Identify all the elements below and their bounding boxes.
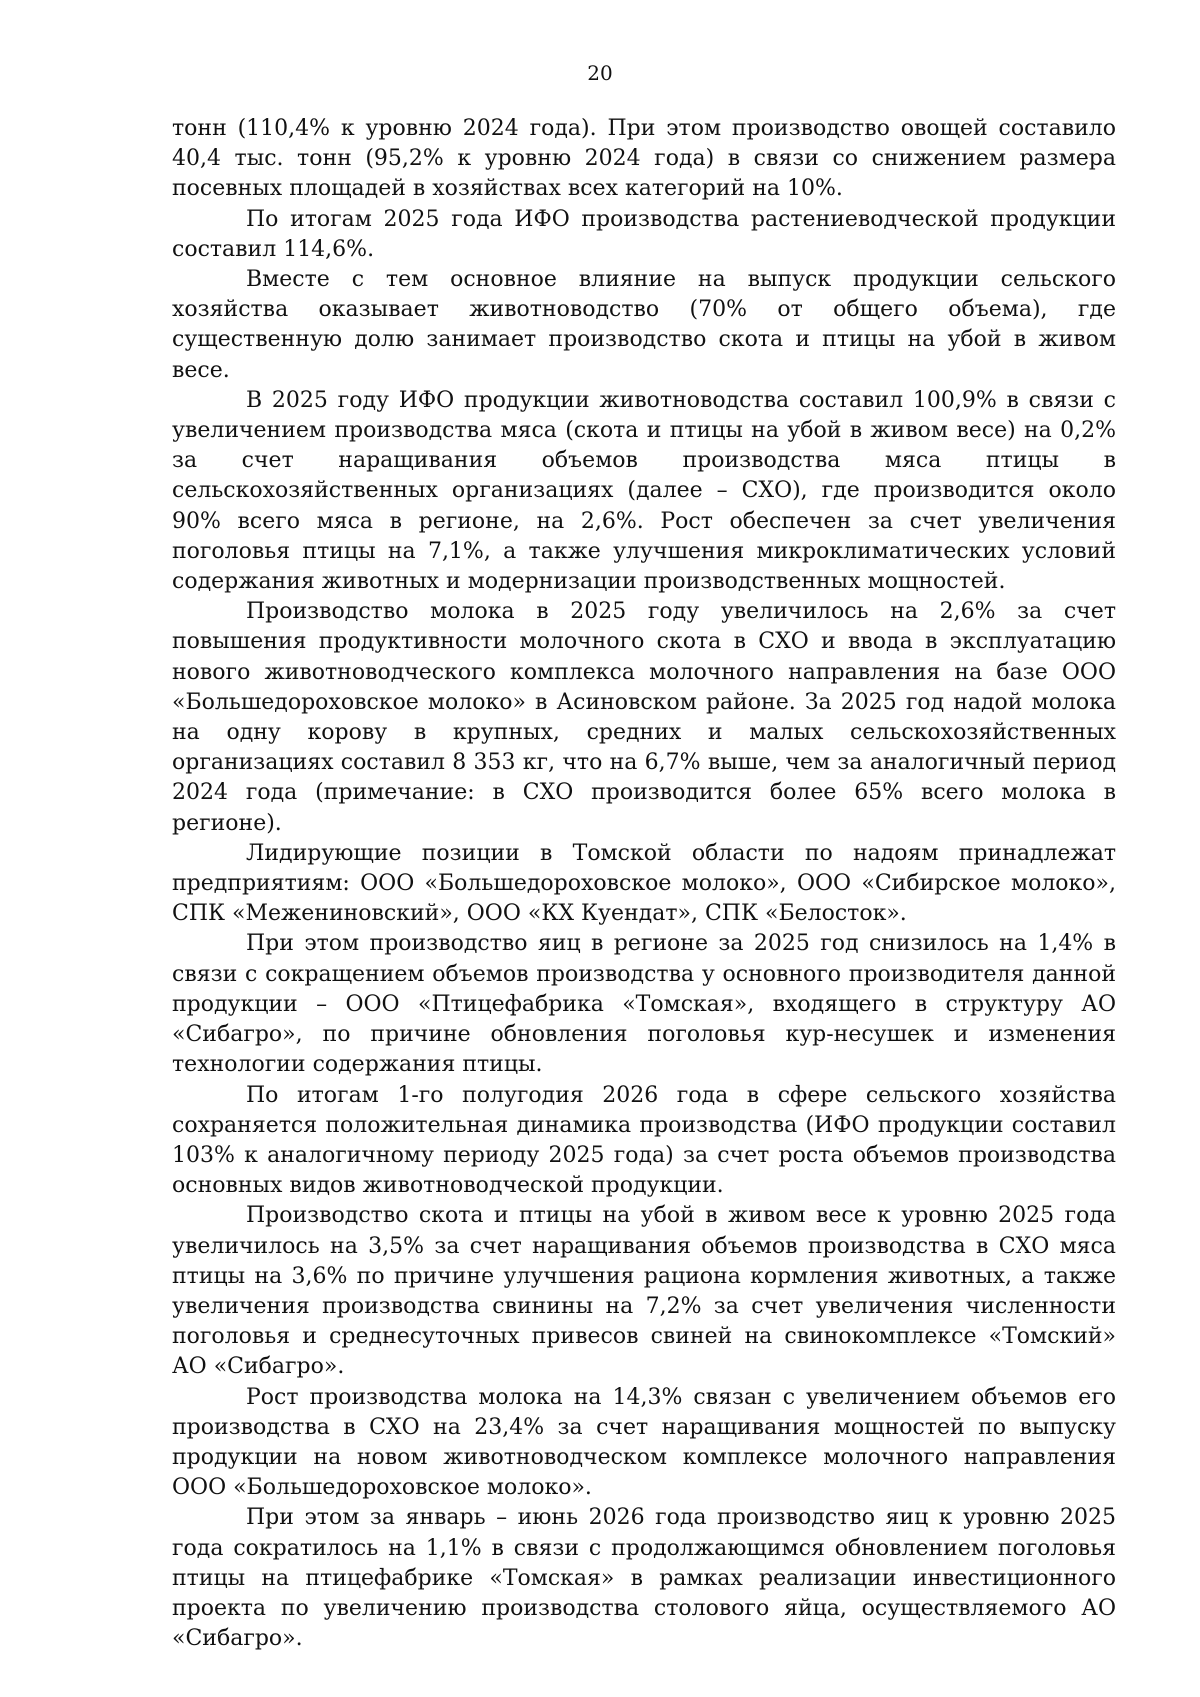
paragraph: Производство скота и птицы на убой в живом весе к уровню 2025 года увеличилось на 3,5% за счет наращивания объемов производства в СХО мяса птицы на 3,6% по причине улучшения рациона кормления животных, а также увеличения производства свинины на 7,2% за счет увеличения численности поголовья и среднесуточных привесов свиней на свинокомплексе «Томский» АО «Сибагро». (172, 1203, 1116, 1380)
paragraph: Производство молока в 2025 году увеличилось на 2,6% за счет повышения продуктивности молочного скота в СХО и ввода в эксплуатацию нового животноводческого комплекса молочного направления на базе ООО «Большедороховское молоко» в Асиновском районе. За 2025 год надой молока на одну корову в крупных, средних и малых сельскохозяйственных организациях составил 8 353 кг, что на 6,7% выше, чем за аналогичный период 2024 года (примечание: в СХО производится более 65% всего молока в регионе). (172, 599, 1116, 836)
paragraph: Лидирующие позиции в Томской области по надоям принадлежат предприятиям: ООО «Большедороховское молоко», ООО «Сибирское молоко», СПК «Межениновский», ООО «КХ Куендат», СПК «Белосток». (172, 840, 1116, 927)
paragraph: При этом производство яиц в регионе за 2025 год снизилось на 1,4% в связи с сокращением объемов производства у основного производителя данной продукции – ООО «Птицефабрика «Томская», входящего в структуру АО «Сибагро», по причине обновления поголовья кур-несушек и изменения технологии содержания птицы. (172, 931, 1116, 1078)
paragraph: При этом за январь – июнь 2026 года производство яиц к уровню 2025 года сократилось на 1,1% в связи с продолжающимся обновлением поголовья птицы на птицефабрике «Томская» в рамках реализации инвестиционного проекта по увеличению производства столового яйца, осуществляемого АО «Сибагро». (172, 1505, 1116, 1652)
paragraph: По итогам 2025 года ИФО производства растениеводческой продукции составил 114,6%. (172, 206, 1116, 262)
page-number: 20 (587, 61, 613, 85)
paragraph: Рост производства молока на 14,3% связан с увеличением объемов его производства в СХО на 23,4% за счет наращивания мощностей по выпуску продукции на новом животноводческом комплексе молочного направления ООО «Большедороховское молоко». (172, 1384, 1116, 1501)
paragraph: Вместе с тем основное влияние на выпуск продукции сельского хозяйства оказывает животноводство (70% от общего объема), где существенную долю занимает производство скота и птицы на убой в живом весе. (172, 267, 1116, 383)
paragraph-continuation: тонн (110,4% к уровню 2024 года). При этом производство овощей составило 40,4 тыс. тонн (95,2% к уровню 2024 года) в связи со снижением размера посевных площадей в хозяйствах всех категорий на 10%. (172, 116, 1116, 202)
document-body (172, 114, 1116, 1654)
paragraph: По итогам 1-го полугодия 2026 года в сфере сельского хозяйства сохраняется положительная динамика производства (ИФО продукции составил 103% к аналогичному периоду 2025 года) за счет роста объемов производства основных видов животноводческой продукции. (172, 1082, 1116, 1199)
paragraph: В 2025 году ИФО продукции животноводства составил 100,9% в связи с увеличением производства мяса (скота и птицы на убой в живом весе) на 0,2% за счет наращивания объемов производства мяса птицы в сельскохозяйственных организациях (далее – СХО), где производится около 90% всего мяса в регионе, на 2,6%. Рост обеспечен за счет увеличения поголовья птицы на 7,1%, а также улучшения микроклиматических условий содержания животных и модернизации производственных мощностей. (172, 387, 1116, 595)
